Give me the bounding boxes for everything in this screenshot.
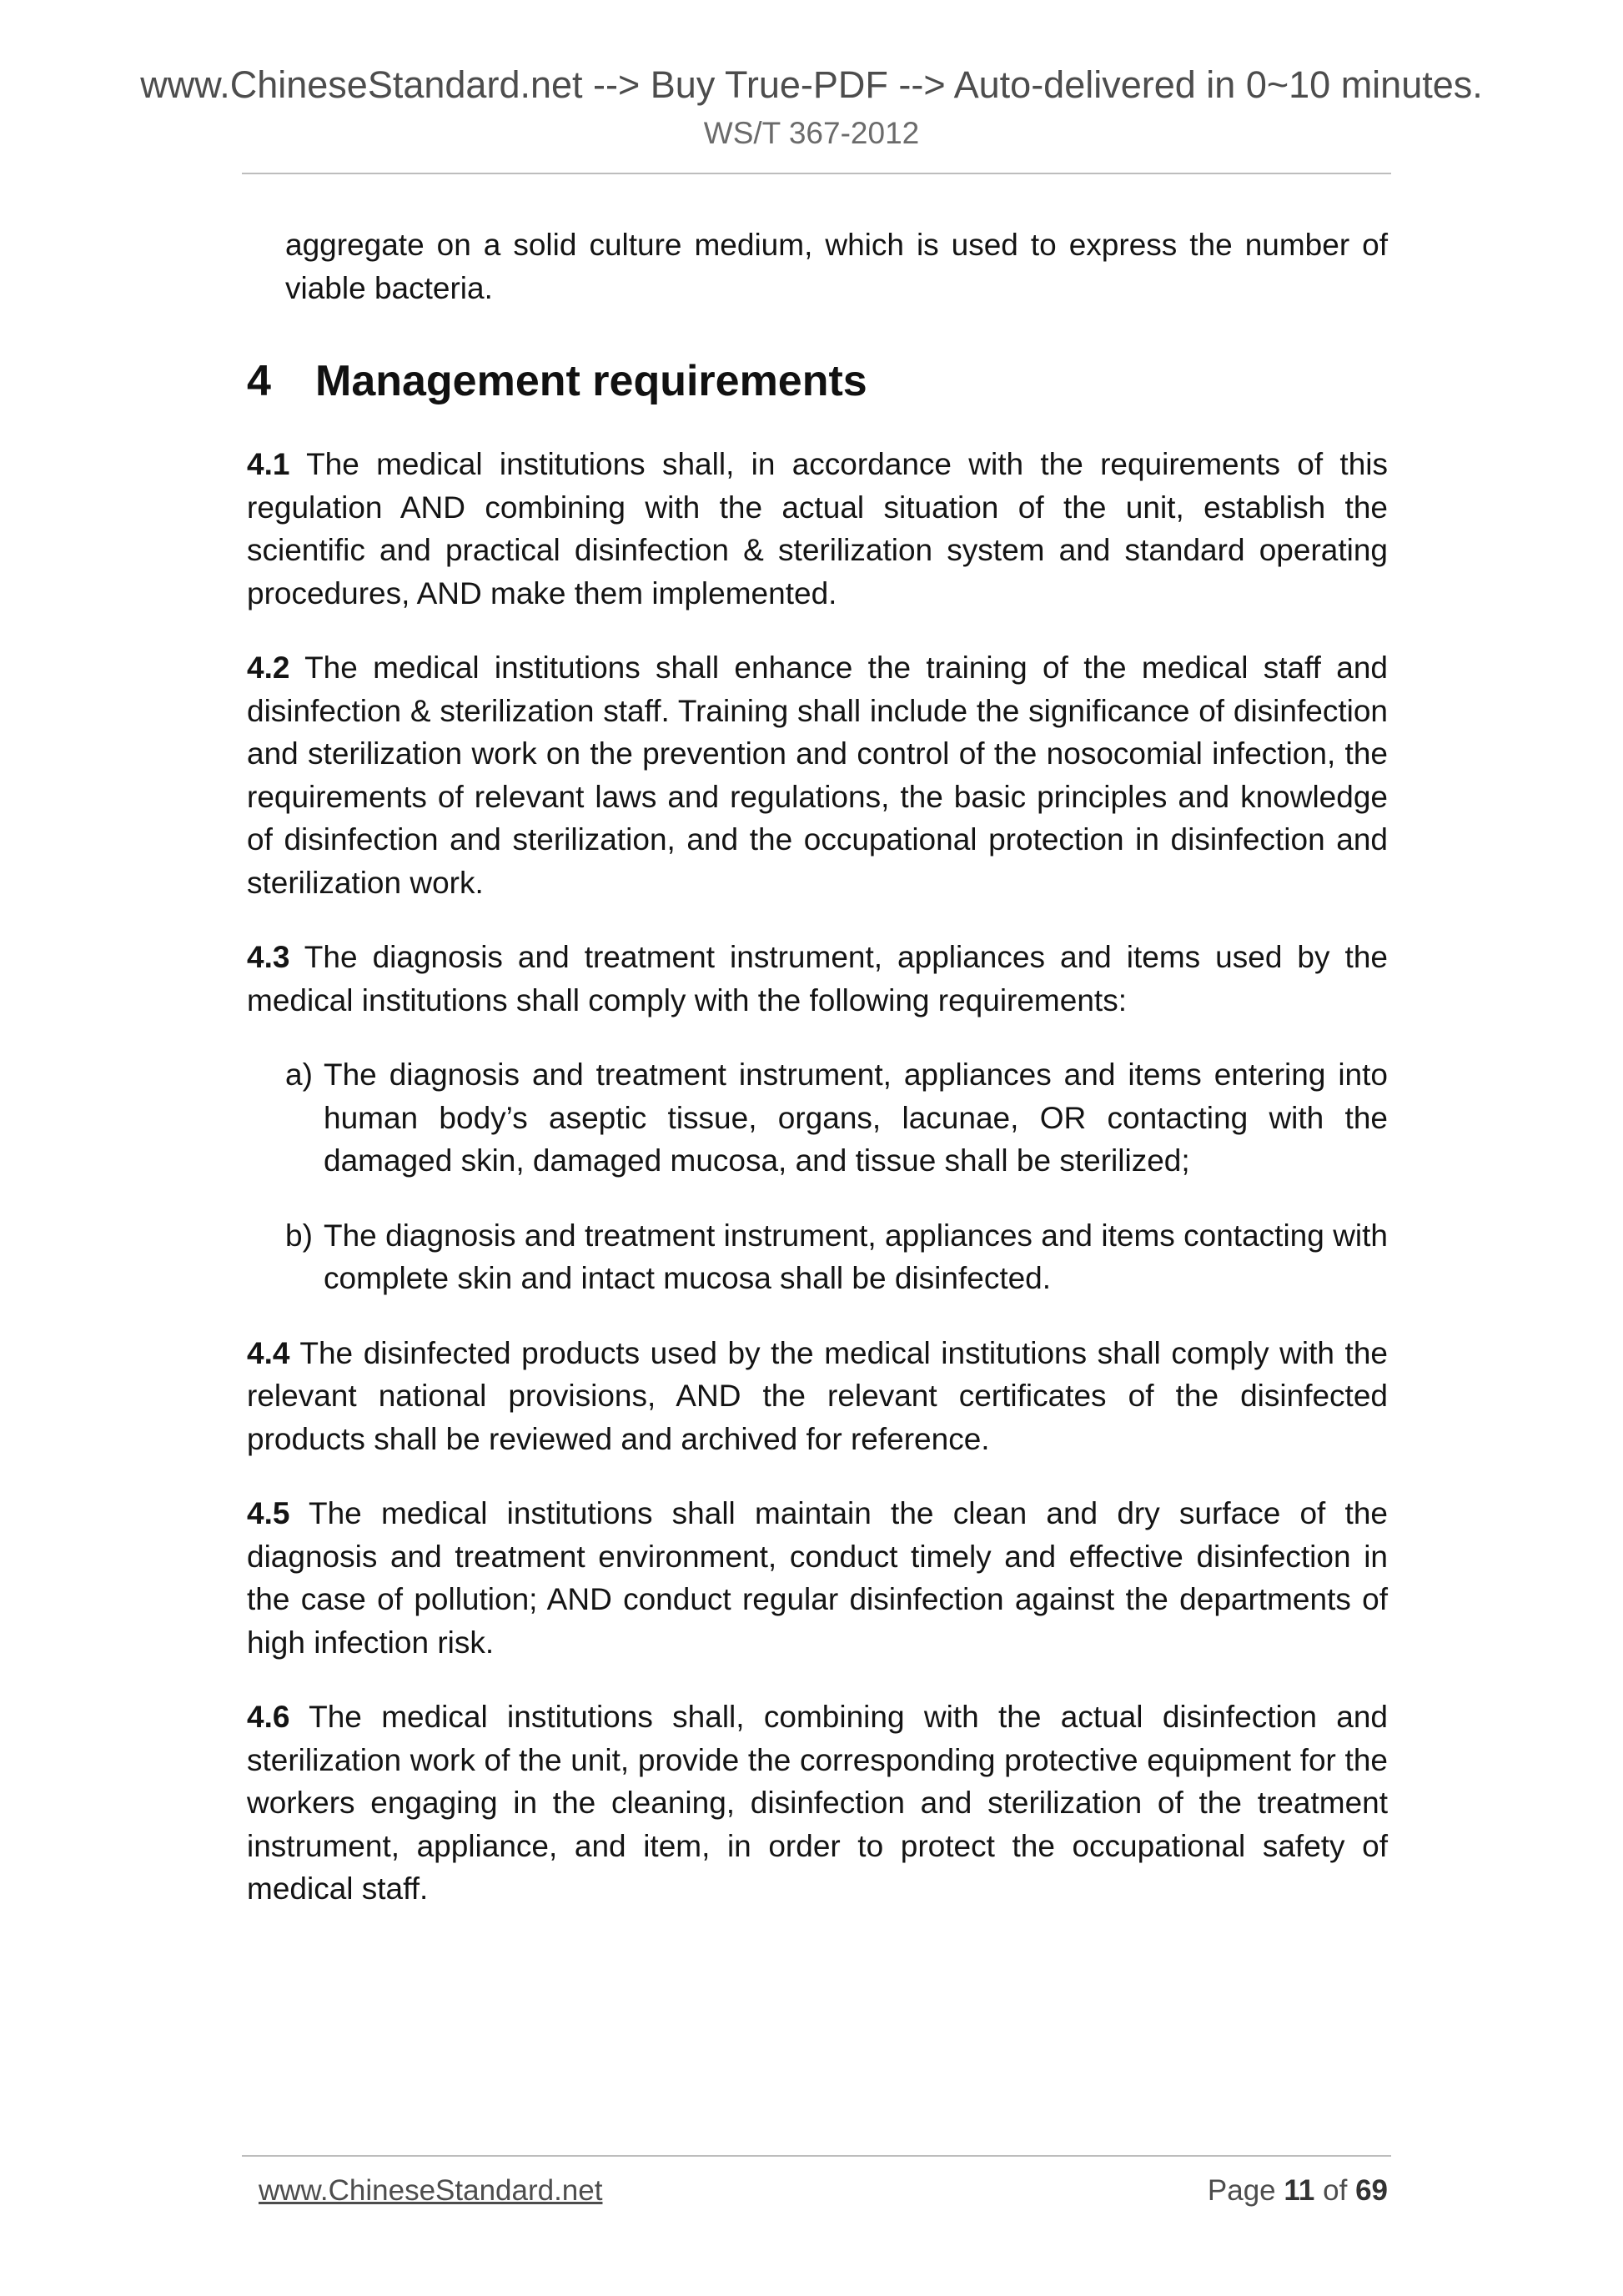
list-item-label: b) xyxy=(285,1218,313,1253)
clause-4-4 xyxy=(247,1332,1388,1461)
list-item xyxy=(247,1214,1388,1300)
clause-4-1 xyxy=(247,443,1388,615)
clause-text: The medical institutions shall, combining with the actual disinfection and sterilization work of the unit, provide the corresponding protective equipment for the workers engaging in the cleaning, disinfection and sterilization of the treatment instrument, appliance, and item, in order to protect the occupational safety of medical staff. xyxy=(247,1700,1388,1906)
list-item-text: The diagnosis and treatment instrument, appliances and items entering into human body’s aseptic tissue, organs, lacunae, OR contacting with the damaged skin, damaged mucosa, and tissue shall be sterilized; xyxy=(324,1058,1388,1178)
list-item-text: The diagnosis and treatment instrument, appliances and items contacting with complete skin and intact mucosa shall be disinfected. xyxy=(324,1218,1388,1295)
clause-text: The medical institutions shall enhance the training of the medical staff and disinfection & sterilization staff. Training shall include the significance of disinfection and sterilization work on the prevention and control of the nosocomial infection, the requirements of relevant laws and regulations, the basic principles and knowledge of disinfection and sterilization, and the occupational protection in disinfection and sterilization work. xyxy=(247,651,1388,900)
clause-number: 4.1 xyxy=(247,447,290,481)
clause-number: 4.5 xyxy=(247,1496,290,1530)
page-indicator xyxy=(1208,2172,1388,2210)
clause-text: The disinfected products used by the medical institutions shall comply with the relevant national provisions, AND the relevant certificates of the disinfected products shall be reviewed and archived for reference. xyxy=(247,1335,1388,1456)
header-divider xyxy=(242,173,1391,174)
clause-number: 4.3 xyxy=(247,940,290,974)
list-item-label: a) xyxy=(285,1058,313,1092)
clause-text: The medical institutions shall, in accordance with the requirements of this regulation AND combining with the actual situation of the unit, establish the scientific and practical disinfection & sterilization system and standard operating procedures, AND make them implemented. xyxy=(247,447,1388,610)
clause-number: 4.4 xyxy=(247,1335,290,1370)
clause-4-6 xyxy=(247,1696,1388,1911)
clause-number: 4.2 xyxy=(247,651,290,685)
clause-text: The medical institutions shall maintain the clean and dry surface of the diagnosis and treatment environment, conduct timely and effective disinfection in the case of pollution; AND conduct regular disinfection against the departments of high infection risk. xyxy=(247,1496,1388,1660)
clause-number: 4.6 xyxy=(247,1700,290,1734)
clause-text: The diagnosis and treatment instrument, appliances and items used by the medical institutions shall comply with the following requirements: xyxy=(247,940,1388,1017)
footer-divider xyxy=(242,2155,1391,2157)
clause-4-3 xyxy=(247,936,1388,1022)
total-pages: 69 xyxy=(1355,2174,1388,2207)
clause-4-5 xyxy=(247,1492,1388,1664)
continuation-paragraph: aggregate on a solid culture medium, which is used to express the number of viable bacteria. xyxy=(285,228,1388,305)
footer-site-link[interactable]: www.ChineseStandard.net xyxy=(259,2174,603,2207)
page-word: Page xyxy=(1207,2174,1276,2207)
section-heading xyxy=(247,354,1388,408)
section-number: 4 xyxy=(247,357,271,405)
document-number: WS/T 367-2012 xyxy=(703,116,920,150)
current-page: 11 xyxy=(1284,2174,1315,2207)
of-word: of xyxy=(1323,2174,1348,2207)
clause-4-2 xyxy=(247,646,1388,904)
page-body xyxy=(247,224,1388,1911)
list-item xyxy=(247,1053,1388,1183)
section-title: Management requirements xyxy=(315,357,867,405)
header-banner: www.ChineseStandard.net --> Buy True-PDF --> Auto-delivered in 0~10 minutes. xyxy=(140,63,1483,106)
